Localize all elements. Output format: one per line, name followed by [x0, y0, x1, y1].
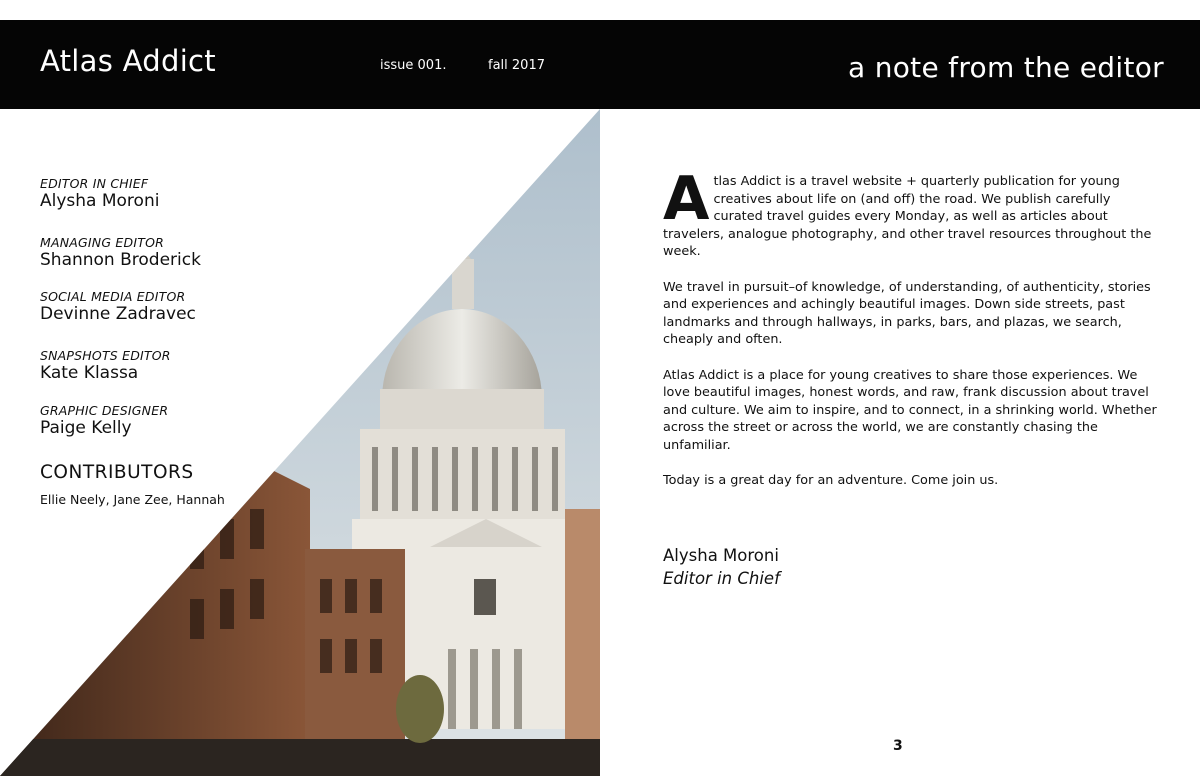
masthead-entry — [40, 403, 168, 438]
issue-season: fall 2017 — [488, 58, 545, 73]
page-number: 3 — [893, 738, 903, 754]
paragraph-text: tlas Addict is a travel website + quarterly publication for young creatives about life on (and off) the road. We publish carefully curated travel guides every Monday, as well as articles about travelers, analogue photography, and other travel resources throughout the week. — [663, 174, 1152, 260]
masthead-role: SNAPSHOTS EDITOR — [40, 348, 171, 363]
masthead-entry — [40, 348, 171, 383]
masthead-entry — [40, 176, 159, 211]
signature-name: Alysha Moroni — [663, 546, 779, 565]
paragraph: We travel in pursuit–of knowledge, of understanding, of authenticity, stories and experiences and achingly beautiful images. Down side streets, past landmarks and through hallways, in parks, bars, and plazas, we search, cheaply and often. — [663, 279, 1151, 348]
masthead-name: Alysha Moroni — [40, 191, 160, 211]
masthead-name: Devinne Zadravec — [40, 304, 196, 324]
brand-title: Atlas Addict — [40, 44, 216, 78]
masthead-role: MANAGING EDITOR — [40, 235, 164, 250]
paragraph: Atlas Addict is a place for young creatives to share those experiences. We love beautiful images, honest words, and raw, frank discussion about travel and culture. We aim to inspire, and to connect, in a shrinking world. Whether across the street or across the world, we are constantly chasing the unfamiliar. — [663, 367, 1157, 453]
contributors-heading: CONTRIBUTORS — [40, 462, 194, 483]
masthead-role: GRAPHIC DESIGNER — [40, 403, 169, 418]
masthead-entry — [40, 235, 201, 270]
masthead-name: Kate Klassa — [40, 363, 139, 383]
issue-number: issue 001. — [380, 58, 447, 73]
masthead-role: SOCIAL MEDIA EDITOR — [40, 289, 186, 304]
header-bar — [0, 20, 1200, 109]
masthead-entry — [40, 289, 196, 324]
editor-note-body — [663, 164, 1163, 507]
drop-cap: A — [663, 164, 710, 234]
contributors-list: Ellie Neely, Jane Zee, Hannah — [40, 492, 225, 507]
masthead-role: EDITOR IN CHIEF — [40, 176, 149, 191]
section-title: a note from the editor — [848, 51, 1164, 84]
signature-title: Editor in Chief — [663, 569, 780, 588]
paragraph: Today is a great day for an adventure. Come join us. — [663, 473, 999, 489]
paragraph — [663, 164, 1163, 261]
masthead-name: Paige Kelly — [40, 418, 132, 438]
masthead-name: Shannon Broderick — [40, 250, 201, 270]
